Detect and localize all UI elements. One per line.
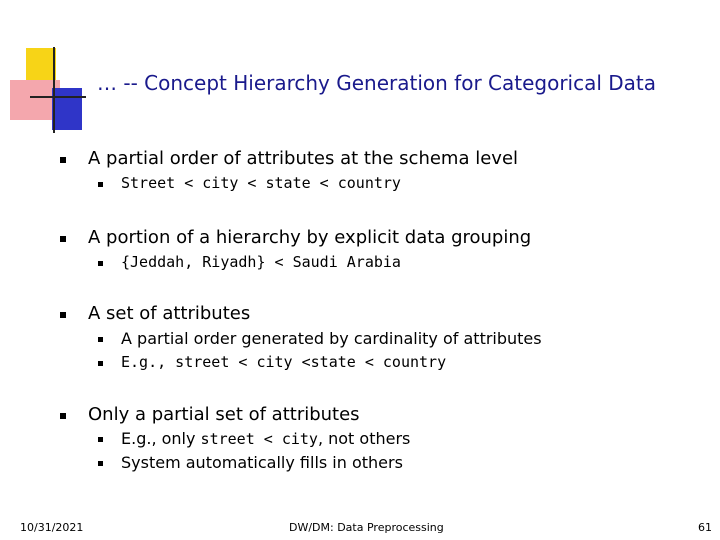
item-3-text: A set of attributes: [88, 303, 251, 324]
sub-bullet-icon: [98, 337, 103, 342]
slide-title: … -- Concept Hierarchy Generation for Categorical Data: [97, 71, 657, 95]
item-3-sub-2: E.g., street < city <state < country: [121, 353, 447, 371]
sub-bullet-icon: [98, 461, 103, 466]
sub-bullet-icon: [98, 437, 103, 442]
item-1-sub-1: Street < city < state < country: [121, 174, 401, 192]
item-4-text: Only a partial set of attributes: [88, 404, 360, 425]
item-1-text: A partial order of attributes at the schema level: [88, 148, 519, 169]
item-4-sub-1-mono: street < city: [200, 430, 318, 448]
footer-center: DW/DM: Data Preprocessing: [289, 521, 444, 534]
footer-page-number: 61: [698, 521, 712, 534]
decor-vertical-line: [53, 47, 55, 133]
item-2-text: A portion of a hierarchy by explicit data grouping: [88, 227, 532, 248]
item-4-sub-1: [121, 429, 410, 448]
bullet-icon: [60, 236, 66, 242]
sub-bullet-icon: [98, 182, 103, 187]
item-4-sub-2: System automatically fills in others: [121, 453, 403, 472]
decor-blue-square: [52, 88, 82, 130]
item-2-sub-1: {Jeddah, Riyadh} < Saudi Arabia: [121, 253, 401, 271]
item-4-sub-1-prefix: E.g., only: [121, 429, 201, 448]
footer-date: 10/31/2021: [20, 521, 84, 534]
bullet-icon: [60, 312, 66, 318]
sub-bullet-icon: [98, 261, 103, 266]
item-3-sub-1: A partial order generated by cardinality of attributes: [121, 329, 542, 348]
decor-horizontal-line: [30, 96, 86, 98]
bullet-icon: [60, 157, 66, 163]
bullet-icon: [60, 413, 66, 419]
item-4-sub-1-suffix: , not others: [317, 429, 411, 448]
sub-bullet-icon: [98, 361, 103, 366]
